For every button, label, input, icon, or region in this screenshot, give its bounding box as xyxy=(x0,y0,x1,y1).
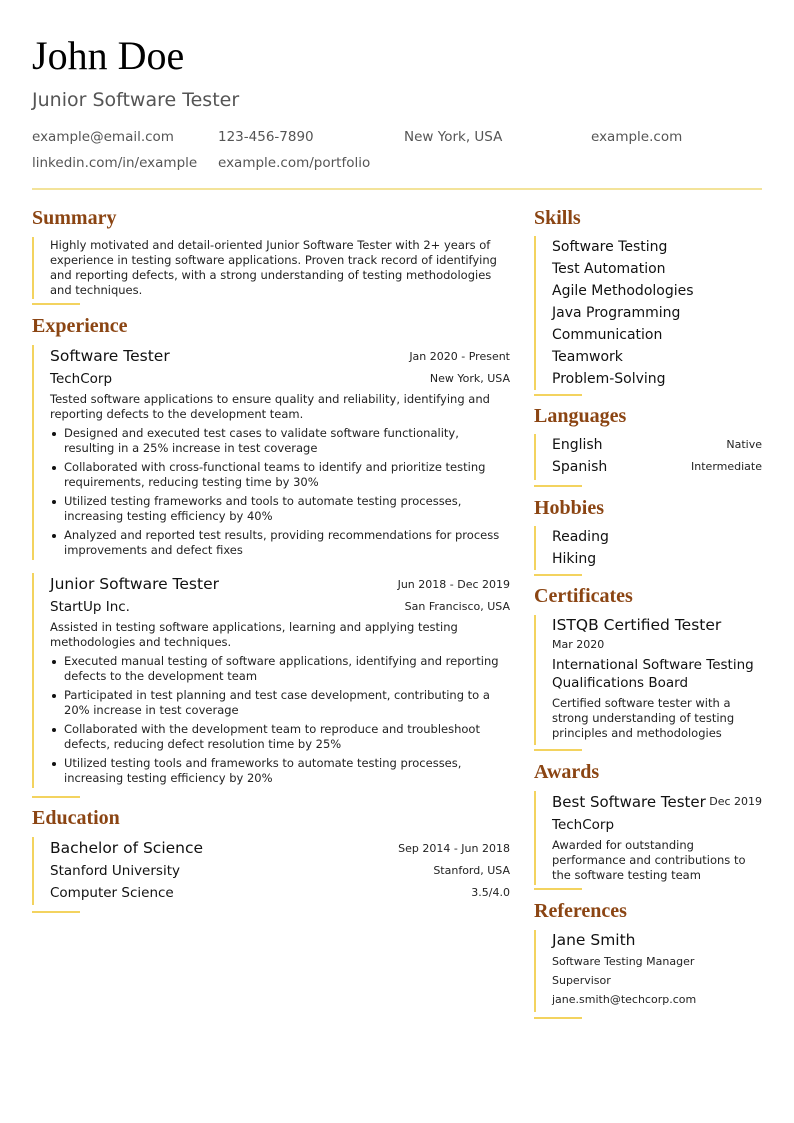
certificate-date: Mar 2020 xyxy=(552,638,605,651)
contact-location: New York, USA xyxy=(404,129,503,145)
job-bullets xyxy=(50,654,510,790)
job-bullet: Collaborated with cross-functional teams to identify and prioritize testing requirements, reducing testing time by 30% xyxy=(50,460,510,490)
awards-heading: Awards xyxy=(534,761,600,783)
skill-item: Teamwork xyxy=(552,349,623,365)
job-bullet: Utilized testing tools and frameworks to automate testing processes, increasing testing efficiency by 20% xyxy=(50,756,510,786)
hobby-item: Hiking xyxy=(552,551,597,567)
languages-heading: Languages xyxy=(534,405,627,427)
skills-underline xyxy=(534,394,582,396)
job-title: Software Tester xyxy=(50,347,170,365)
job-bullet: Executed manual testing of software applications, identifying and reporting defects to the development team xyxy=(50,654,510,684)
job-dates: Jan 2020 - Present xyxy=(409,350,510,363)
job-location: San Francisco, USA xyxy=(404,600,510,613)
job-summary: Tested software applications to ensure quality and reliability, identifying and reporting defects to the development team. xyxy=(50,392,490,421)
experience-underline xyxy=(32,796,80,798)
skill-item: Problem-Solving xyxy=(552,371,666,387)
resume-title: Junior Software Tester xyxy=(32,89,240,111)
language-name: English xyxy=(552,437,603,453)
award-name: Best Software Tester xyxy=(552,793,706,811)
contact-email[interactable]: example@email.com xyxy=(32,129,174,145)
experience-heading: Experience xyxy=(32,315,128,337)
skill-item: Agile Methodologies xyxy=(552,283,694,299)
header-divider xyxy=(32,188,762,190)
award-entry xyxy=(534,791,762,885)
summary-heading: Summary xyxy=(32,207,117,229)
summary-text: Highly motivated and detail-oriented Junior Software Tester with 2+ years of experience in testing software applications. Proven track record of identifying and reporting defects, with a strong understanding of testing methodologies and techniques. xyxy=(50,238,497,297)
education-heading: Education xyxy=(32,807,120,829)
reference-entry xyxy=(534,930,762,1012)
reference-relation: Supervisor xyxy=(552,974,611,987)
skill-item: Software Testing xyxy=(552,239,668,255)
skill-item: Communication xyxy=(552,327,663,343)
reference-email[interactable]: jane.smith@techcorp.com xyxy=(552,993,697,1006)
job-bullet: Designed and executed test cases to validate software functionality, resulting in a 25% increase in test coverage xyxy=(50,426,510,456)
hobbies-list xyxy=(534,526,762,570)
language-level: Intermediate xyxy=(691,460,762,473)
hobbies-underline xyxy=(534,574,582,576)
contact-portfolio[interactable]: example.com/portfolio xyxy=(218,155,371,171)
award-date: Dec 2019 xyxy=(709,795,762,808)
certificate-description: Certified software tester with a strong understanding of testing principles and methodologies xyxy=(552,696,735,740)
contact-phone: 123-456-7890 xyxy=(218,129,314,145)
reference-name: Jane Smith xyxy=(552,931,636,949)
hobby-item: Reading xyxy=(552,529,609,545)
job-bullet: Participated in test planning and test case development, contributing to a 20% increase in test coverage xyxy=(50,688,510,718)
awards-underline xyxy=(534,888,582,890)
job-entry xyxy=(32,345,510,560)
language-level: Native xyxy=(726,438,762,451)
skill-item: Test Automation xyxy=(552,261,666,277)
skills-heading: Skills xyxy=(534,207,581,229)
award-description: Awarded for outstanding performance and contributions to the software testing team xyxy=(552,838,746,882)
education-dates: Sep 2014 - Jun 2018 xyxy=(398,842,510,855)
job-bullet: Utilized testing frameworks and tools to automate testing processes, increasing testing efficiency by 40% xyxy=(50,494,510,524)
languages-underline xyxy=(534,485,582,487)
education-location: Stanford, USA xyxy=(433,864,510,877)
job-title: Junior Software Tester xyxy=(50,575,219,593)
summary-block xyxy=(32,237,510,299)
language-name: Spanish xyxy=(552,459,608,475)
hobbies-heading: Hobbies xyxy=(534,497,605,519)
job-bullet: Analyzed and reported test results, providing recommendations for process improvements and defect fixes xyxy=(50,528,510,558)
job-bullets xyxy=(50,426,510,562)
certificate-issuer: International Software Testing Qualifications Board xyxy=(552,657,754,691)
reference-role: Software Testing Manager xyxy=(552,955,695,968)
job-company: StartUp Inc. xyxy=(50,599,130,615)
references-heading: References xyxy=(534,900,627,922)
references-underline xyxy=(534,1017,582,1019)
education-degree: Bachelor of Science xyxy=(50,839,204,857)
resume-name: John Doe xyxy=(32,33,185,78)
education-school: Stanford University xyxy=(50,863,180,879)
skill-item: Java Programming xyxy=(552,305,681,321)
certificates-underline xyxy=(534,749,582,751)
contact-linkedin[interactable]: linkedin.com/in/example xyxy=(32,155,198,171)
job-summary: Assisted in testing software applications, learning and applying testing methodologies and techniques. xyxy=(50,620,458,649)
job-bullet: Collaborated with the development team to reproduce and troubleshoot defects, reducing defect resolution time by 25% xyxy=(50,722,510,752)
award-issuer: TechCorp xyxy=(552,817,615,833)
job-location: New York, USA xyxy=(429,372,510,385)
certificates-heading: Certificates xyxy=(534,585,633,607)
contact-website[interactable]: example.com xyxy=(591,129,683,145)
education-entry xyxy=(32,837,510,905)
summary-underline xyxy=(32,303,80,305)
education-gpa: 3.5/4.0 xyxy=(471,886,510,899)
skills-list xyxy=(534,236,762,390)
education-underline xyxy=(32,911,80,913)
certificate-entry xyxy=(534,615,762,745)
job-company: TechCorp xyxy=(50,371,113,387)
languages-list xyxy=(534,434,762,480)
job-entry xyxy=(32,573,510,788)
job-dates: Jun 2018 - Dec 2019 xyxy=(397,578,510,591)
education-field: Computer Science xyxy=(50,885,174,901)
certificate-name: ISTQB Certified Tester xyxy=(552,616,722,634)
